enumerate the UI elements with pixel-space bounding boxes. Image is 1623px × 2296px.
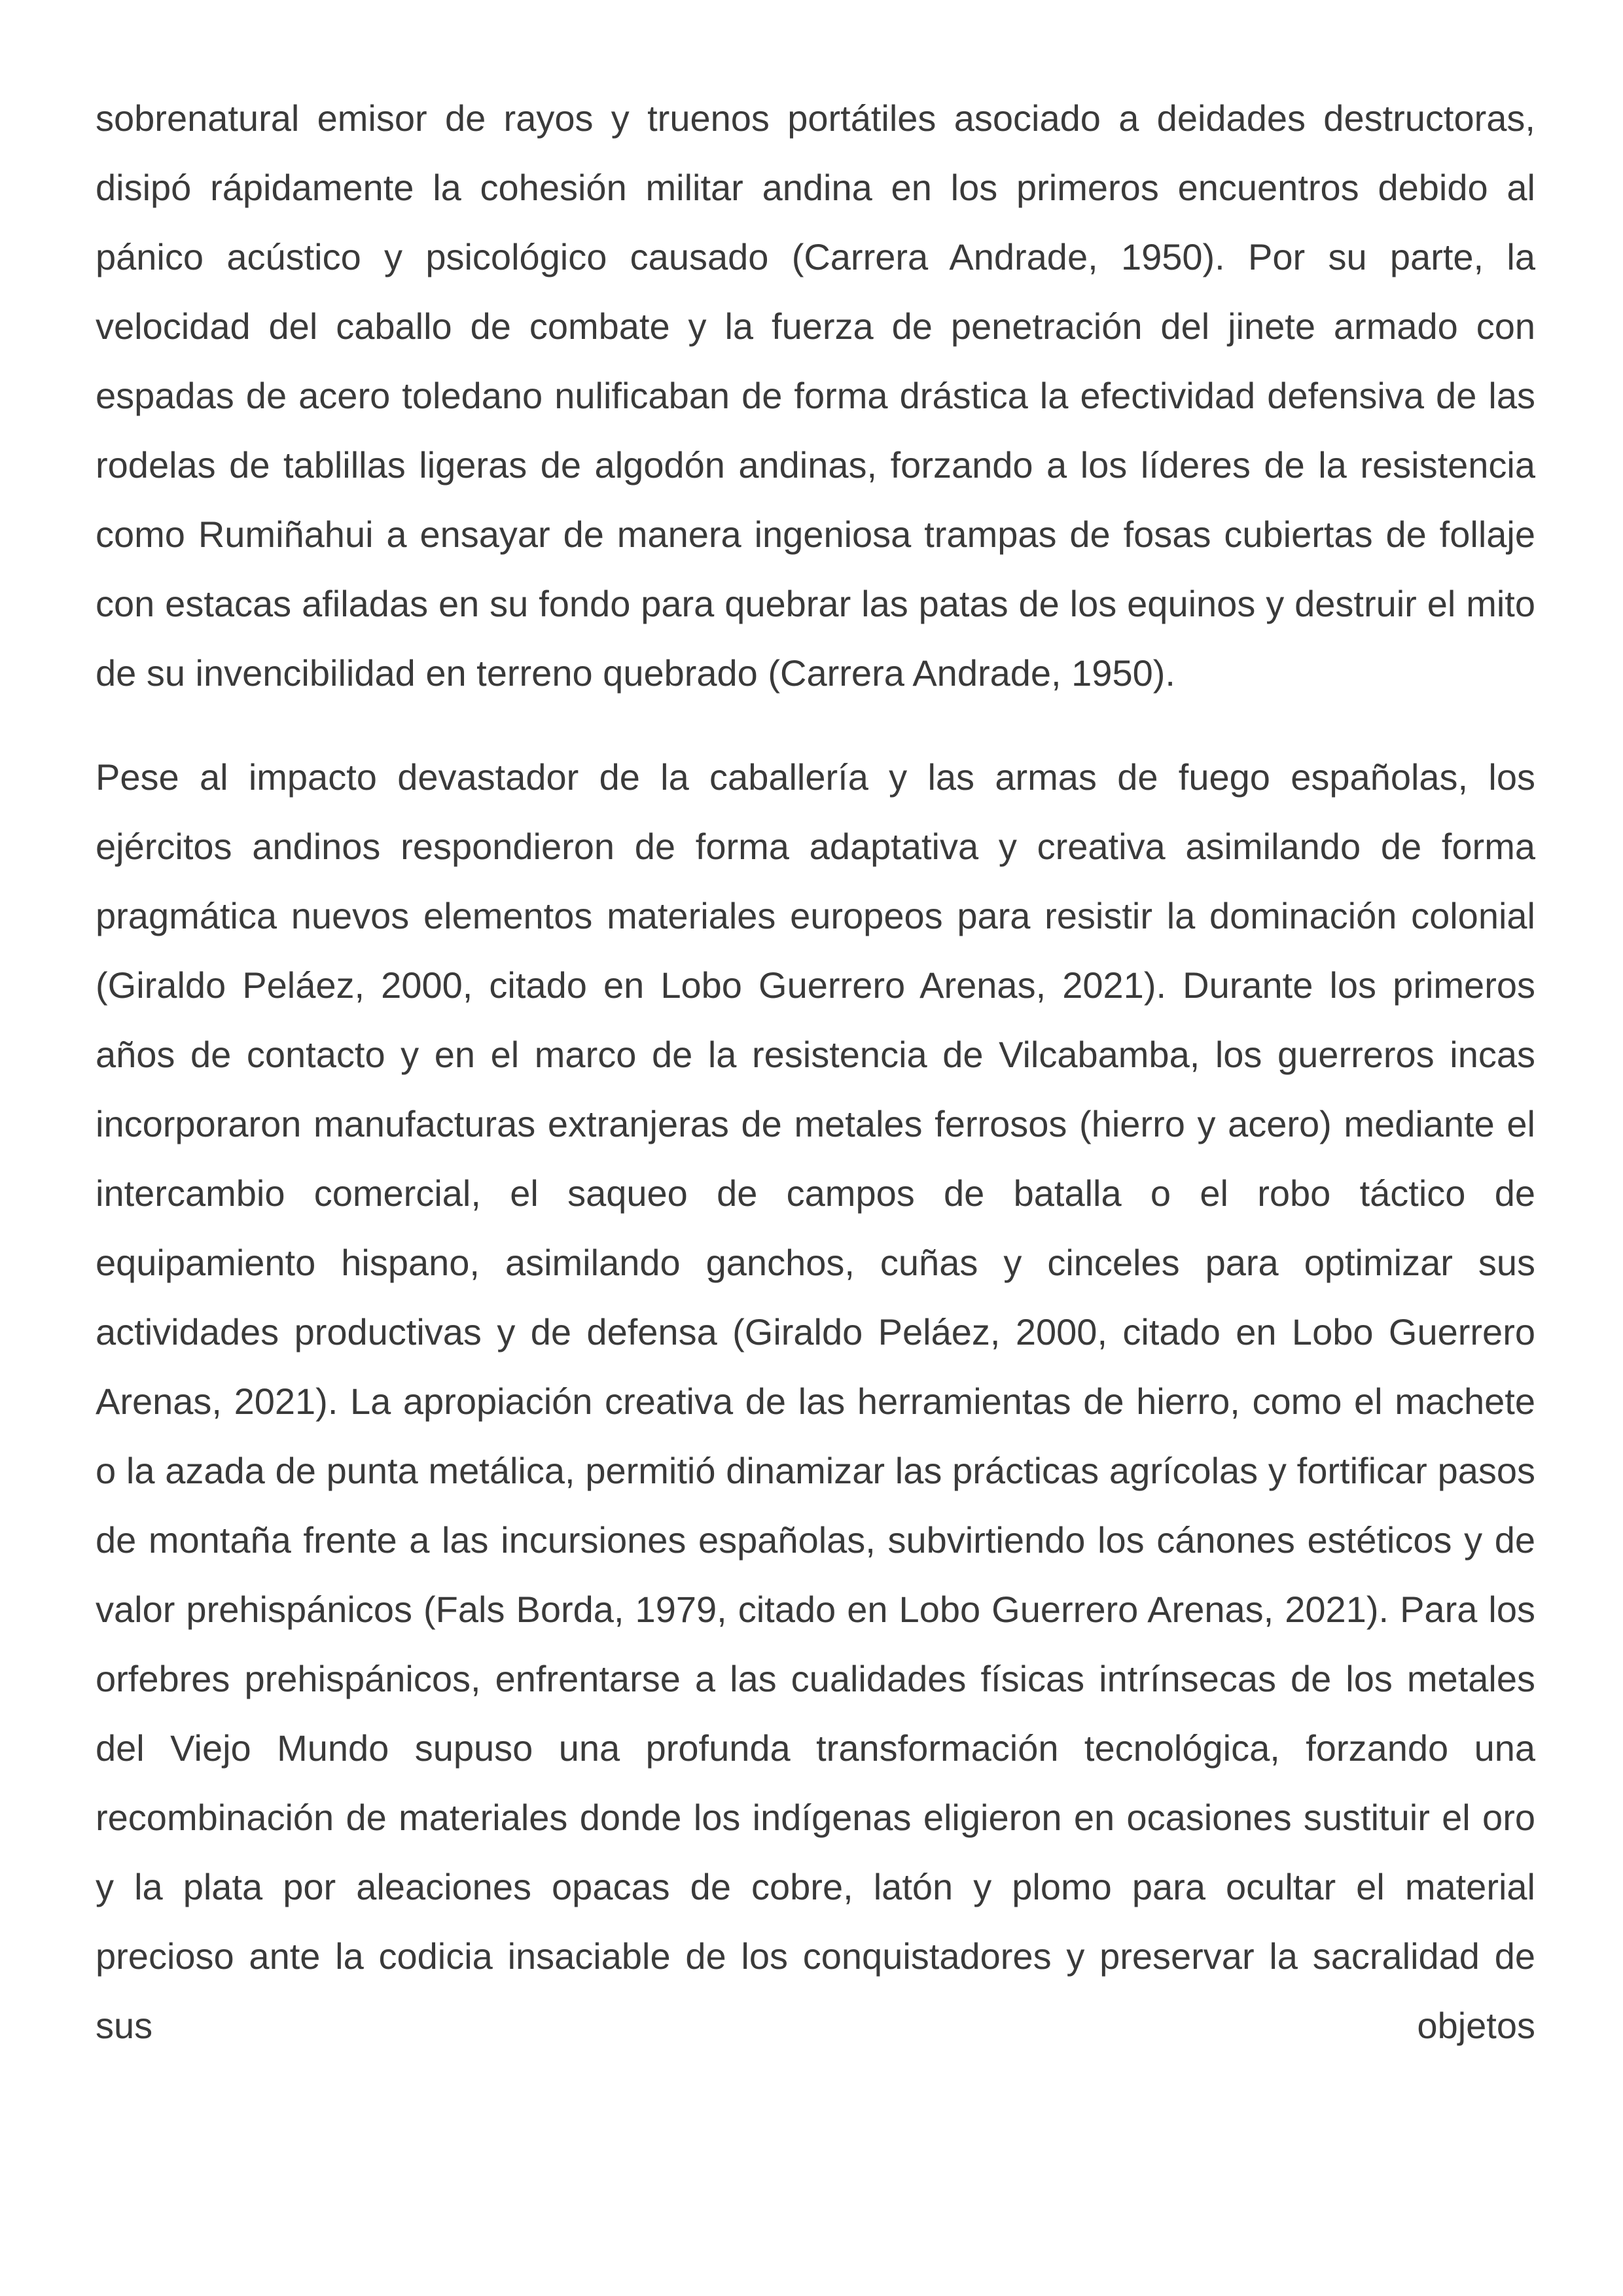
body-paragraph-1: sobrenatural emisor de rayos y truenos portátiles asociado a deidades destructoras, disipó rápidamente la cohesión militar andina en los primeros encuentros debido al pánico acústico y psicológico causado (Carrera Andrade, 1950). Por su parte, la velocidad del caballo de combate y la fuerza de penetración del jinete armado con espadas de acero toledano nulificaban de forma drástica la efectividad defensiva de las rodelas de tablillas ligeras de algodón andinas, forzando a los líderes de la resistencia como Rumiñahui a ensayar de manera ingeniosa trampas de fosas cubiertas de follaje con estacas afiladas en su fondo para quebrar las patas de los equinos y destruir el mito de su invencibilidad en terreno quebrado (Carrera Andrade, 1950). — [96, 97, 1535, 694]
body-paragraph-2: Pese al impacto devastador de la caballería y las armas de fuego españolas, los ejércitos andinos respondieron de forma adaptativa y creativa asimilando de forma pragmática nuevos elementos materiales europeos para resistir la dominación colonial (Giraldo Peláez, 2000, citado en Lobo Guerrero Arenas, 2021). Durante los primeros años de contacto y en el marco de la resistencia de Vilcabamba, los guerreros incas incorporaron manufacturas extranjeras de metales ferrosos (hierro y acero) mediante el intercambio comercial, el saqueo de campos de batalla o el robo táctico de equipamiento hispano, asimilando ganchos, cuñas y cinceles para optimizar sus actividades productivas y de defensa (Giraldo Peláez, 2000, citado en Lobo Guerrero Arenas, 2021). La apropiación creativa de las herramientas de hierro, como el machete o la azada de punta metálica, permitió dinamizar las prácticas agrícolas y fortificar pasos de montaña frente a las incursiones españolas, subvirtiendo los cánones estéticos y de valor prehispánicos (Fals Borda, 1979, citado en Lobo Guerrero Arenas, 2021). Para los orfebres prehispánicos, enfrentarse a las cualidades físicas intrínsecas de los metales del Viejo Mundo supuso una profunda transformación tecnológica, forzando una recombinación de materiales donde los indígenas eligieron en ocasiones sustituir el oro y la plata por aleaciones opacas de cobre, latón y plomo para ocultar el material precioso ante la codicia insaciable de los conquistadores y preservar la sacralidad de sus objetos — [96, 756, 1535, 2046]
document-page — [96, 84, 1535, 2060]
